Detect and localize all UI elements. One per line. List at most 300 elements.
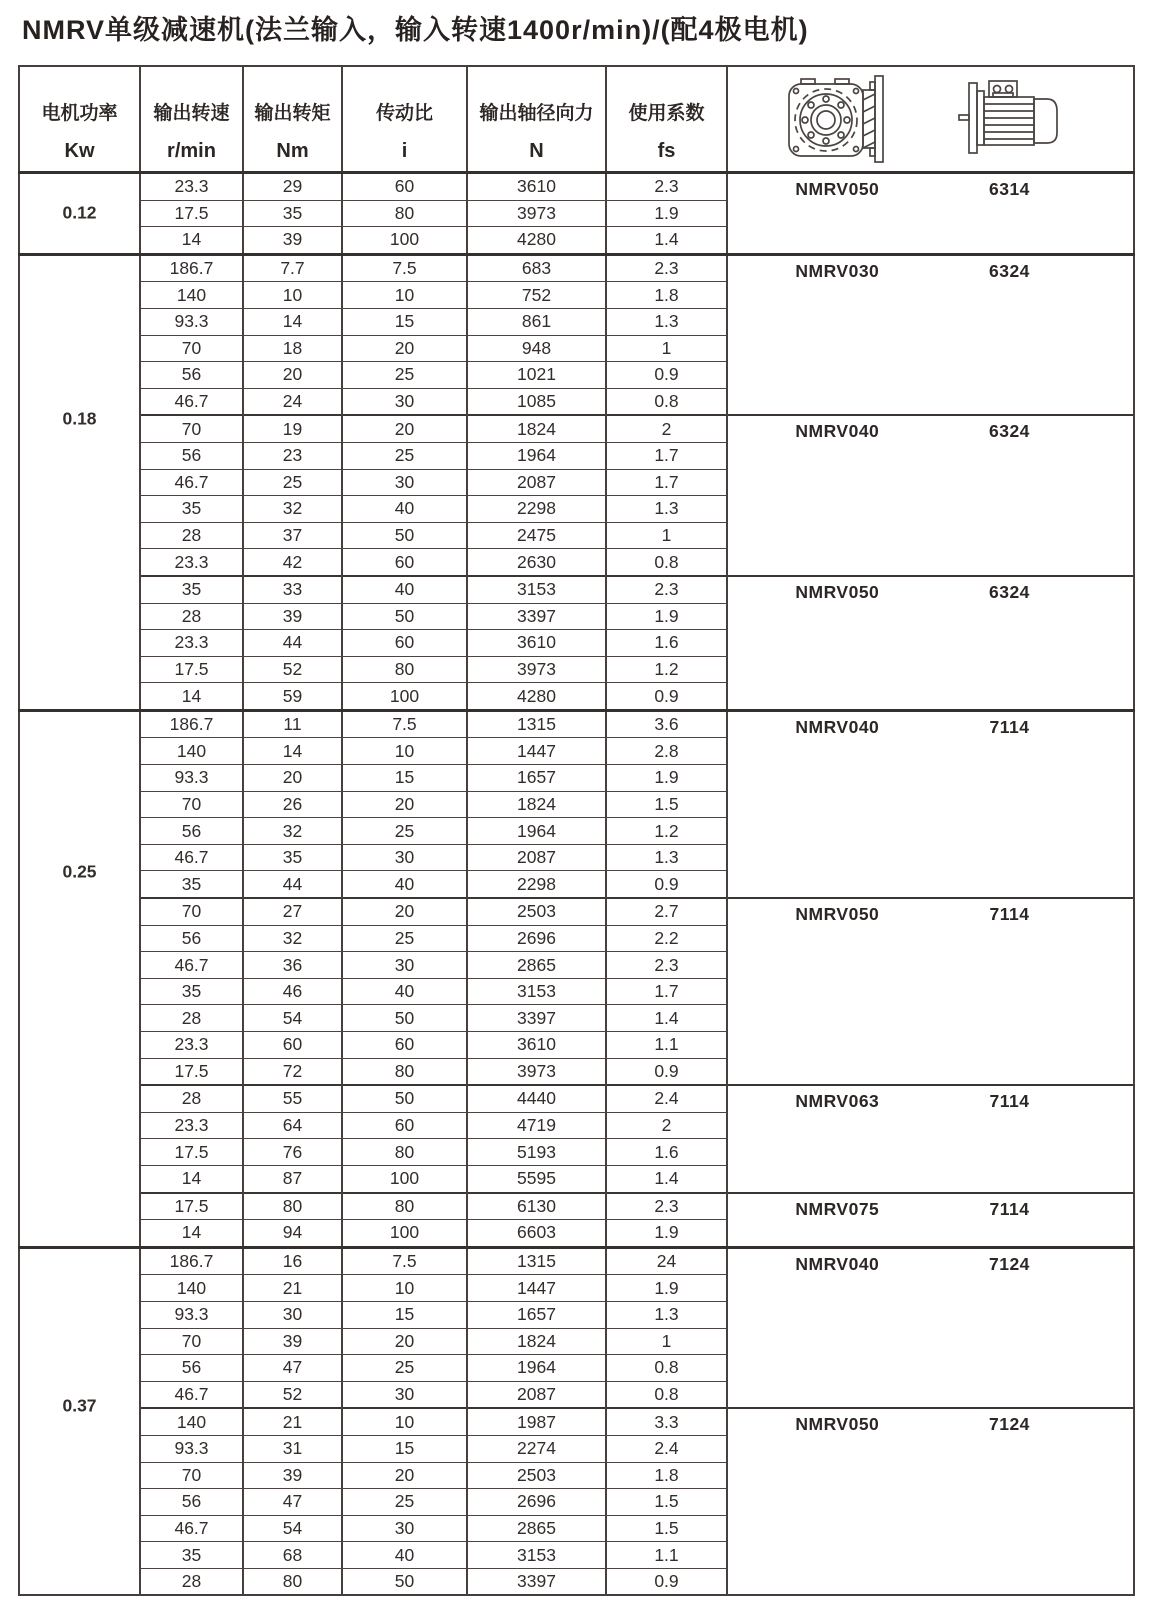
- ratio-cell: 20: [342, 335, 467, 362]
- col-header-speed: [140, 66, 243, 173]
- fs-cell: 1.4: [606, 1005, 727, 1032]
- speed-cell: 35: [140, 978, 243, 1005]
- fs-cell: 1.5: [606, 1515, 727, 1542]
- speed-cell: 23.3: [140, 173, 243, 201]
- ratio-cell: 20: [342, 1462, 467, 1489]
- model-cell: [727, 254, 1134, 415]
- speed-cell: 93.3: [140, 1435, 243, 1462]
- force-cell: 1987: [467, 1408, 606, 1435]
- speed-cell: 46.7: [140, 952, 243, 979]
- fs-cell: 2.3: [606, 1193, 727, 1220]
- speed-cell: 70: [140, 335, 243, 362]
- col-header-ratio: [342, 66, 467, 173]
- motor-code: 7114: [989, 716, 1030, 737]
- ratio-cell: 60: [342, 1112, 467, 1139]
- fs-cell: 2.8: [606, 738, 727, 765]
- force-cell: 2503: [467, 898, 606, 925]
- ratio-cell: 25: [342, 442, 467, 469]
- table-row: [19, 1247, 1134, 1275]
- speed-cell: 28: [140, 1005, 243, 1032]
- ratio-cell: 10: [342, 1275, 467, 1302]
- col-unit: fs: [657, 139, 676, 162]
- electric-motor-icon: [947, 67, 1073, 171]
- force-cell: 3397: [467, 1568, 606, 1595]
- gearbox-model: NMRV050: [795, 581, 880, 602]
- table-row: [19, 710, 1134, 738]
- gearbox-model: NMRV050: [795, 904, 880, 925]
- speed-cell: 56: [140, 925, 243, 952]
- gearbox-model: NMRV075: [795, 1198, 880, 1219]
- speed-cell: 28: [140, 522, 243, 549]
- force-cell: 1447: [467, 1275, 606, 1302]
- speed-cell: 70: [140, 1328, 243, 1355]
- ratio-cell: 50: [342, 1568, 467, 1595]
- force-cell: 2865: [467, 952, 606, 979]
- torque-cell: 44: [243, 871, 342, 898]
- torque-cell: 59: [243, 683, 342, 711]
- speed-cell: 23.3: [140, 549, 243, 576]
- speed-cell: 17.5: [140, 200, 243, 227]
- motor-code: 7114: [989, 1091, 1030, 1112]
- col-header-torque: [243, 66, 342, 173]
- fs-cell: 1.9: [606, 765, 727, 792]
- ratio-cell: 10: [342, 282, 467, 309]
- fs-cell: 1.6: [606, 630, 727, 657]
- fs-cell: 1: [606, 1328, 727, 1355]
- fs-cell: 1.7: [606, 442, 727, 469]
- col-label: 传动比: [375, 102, 433, 124]
- torque-cell: 52: [243, 1381, 342, 1408]
- table-row: [19, 415, 1134, 442]
- force-cell: 3973: [467, 200, 606, 227]
- force-cell: 3973: [467, 656, 606, 683]
- force-cell: 1824: [467, 415, 606, 442]
- ratio-cell: 100: [342, 227, 467, 255]
- torque-cell: 47: [243, 1489, 342, 1516]
- torque-cell: 33: [243, 576, 342, 603]
- ratio-cell: 50: [342, 1085, 467, 1112]
- force-cell: 948: [467, 335, 606, 362]
- speed-cell: 17.5: [140, 1058, 243, 1085]
- col-header-force: [467, 66, 606, 173]
- force-cell: 683: [467, 254, 606, 282]
- force-cell: 861: [467, 308, 606, 335]
- model-cell: [727, 1247, 1134, 1408]
- col-unit: Kw: [64, 139, 95, 162]
- fs-cell: 2.4: [606, 1435, 727, 1462]
- speed-cell: 17.5: [140, 656, 243, 683]
- force-cell: 2696: [467, 925, 606, 952]
- col-unit: i: [401, 139, 408, 162]
- fs-cell: 0.9: [606, 1058, 727, 1085]
- torque-cell: 32: [243, 925, 342, 952]
- speed-cell: 46.7: [140, 844, 243, 871]
- fs-cell: 0.8: [606, 388, 727, 415]
- ratio-cell: 30: [342, 388, 467, 415]
- ratio-cell: 20: [342, 415, 467, 442]
- page-title: NMRV单级减速机(法兰输入，输入转速1400r/min)/(配4极电机): [22, 15, 809, 45]
- force-cell: 1657: [467, 765, 606, 792]
- force-cell: 2298: [467, 871, 606, 898]
- col-label: 输出轴径向力: [479, 102, 594, 124]
- header-row: [19, 66, 1134, 173]
- torque-cell: 21: [243, 1408, 342, 1435]
- fs-cell: 1.2: [606, 818, 727, 845]
- torque-cell: 60: [243, 1032, 342, 1059]
- fs-cell: 1.5: [606, 791, 727, 818]
- torque-cell: 23: [243, 442, 342, 469]
- col-label: 使用系数: [628, 102, 705, 124]
- force-cell: 1657: [467, 1301, 606, 1328]
- fs-cell: 1.8: [606, 282, 727, 309]
- fs-cell: 2.3: [606, 952, 727, 979]
- ratio-cell: 50: [342, 1005, 467, 1032]
- ratio-cell: 60: [342, 549, 467, 576]
- speed-cell: 56: [140, 1355, 243, 1382]
- torque-cell: 14: [243, 308, 342, 335]
- force-cell: 2696: [467, 1489, 606, 1516]
- gearbox-model: NMRV050: [795, 1414, 880, 1435]
- gearbox-model: NMRV040: [795, 421, 880, 442]
- fs-cell: 0.8: [606, 549, 727, 576]
- force-cell: 2503: [467, 1462, 606, 1489]
- ratio-cell: 7.5: [342, 1247, 467, 1275]
- ratio-cell: 100: [342, 1220, 467, 1248]
- torque-cell: 39: [243, 1462, 342, 1489]
- fs-cell: 2.7: [606, 898, 727, 925]
- force-cell: 4280: [467, 683, 606, 711]
- speed-cell: 140: [140, 282, 243, 309]
- ratio-cell: 25: [342, 362, 467, 389]
- fs-cell: 0.9: [606, 683, 727, 711]
- speed-cell: 93.3: [140, 1301, 243, 1328]
- force-cell: 3610: [467, 630, 606, 657]
- torque-cell: 52: [243, 656, 342, 683]
- torque-cell: 10: [243, 282, 342, 309]
- torque-cell: 39: [243, 1328, 342, 1355]
- torque-cell: 35: [243, 844, 342, 871]
- table-row: [19, 1408, 1134, 1435]
- ratio-cell: 15: [342, 308, 467, 335]
- ratio-cell: 20: [342, 1328, 467, 1355]
- torque-cell: 14: [243, 738, 342, 765]
- torque-cell: 46: [243, 978, 342, 1005]
- torque-cell: 24: [243, 388, 342, 415]
- speed-cell: 35: [140, 871, 243, 898]
- ratio-cell: 40: [342, 978, 467, 1005]
- fs-cell: 1.6: [606, 1139, 727, 1166]
- ratio-cell: 40: [342, 496, 467, 523]
- fs-cell: 1.7: [606, 978, 727, 1005]
- torque-cell: 32: [243, 496, 342, 523]
- col-label: 输出转矩: [254, 102, 331, 124]
- torque-cell: 80: [243, 1568, 342, 1595]
- fs-cell: 1: [606, 522, 727, 549]
- speed-cell: 28: [140, 603, 243, 630]
- fs-cell: 1.1: [606, 1032, 727, 1059]
- fs-cell: 1.8: [606, 1462, 727, 1489]
- force-cell: 1447: [467, 738, 606, 765]
- torque-cell: 30: [243, 1301, 342, 1328]
- force-cell: 4719: [467, 1112, 606, 1139]
- torque-cell: 44: [243, 630, 342, 657]
- ratio-cell: 10: [342, 1408, 467, 1435]
- speed-cell: 186.7: [140, 1247, 243, 1275]
- torque-cell: 72: [243, 1058, 342, 1085]
- speed-cell: 28: [140, 1568, 243, 1595]
- speed-cell: 17.5: [140, 1139, 243, 1166]
- speed-cell: 56: [140, 1489, 243, 1516]
- force-cell: 2274: [467, 1435, 606, 1462]
- torque-cell: 68: [243, 1542, 342, 1569]
- gearbox-model: NMRV050: [795, 179, 880, 199]
- ratio-cell: 15: [342, 1435, 467, 1462]
- motor-code: 7124: [988, 1253, 1030, 1274]
- speed-cell: 23.3: [140, 1032, 243, 1059]
- power-cell: [19, 1247, 140, 1595]
- fs-cell: 1.3: [606, 308, 727, 335]
- torque-cell: 36: [243, 952, 342, 979]
- force-cell: 1964: [467, 442, 606, 469]
- fs-cell: 1: [606, 335, 727, 362]
- force-cell: 6603: [467, 1220, 606, 1248]
- speed-cell: 140: [140, 738, 243, 765]
- force-cell: 1315: [467, 710, 606, 738]
- torque-cell: 27: [243, 898, 342, 925]
- force-cell: 3397: [467, 1005, 606, 1032]
- ratio-cell: 30: [342, 1515, 467, 1542]
- col-label: 电机功率: [41, 102, 118, 124]
- fs-cell: 2.2: [606, 925, 727, 952]
- force-cell: 1964: [467, 1355, 606, 1382]
- fs-cell: 1.3: [606, 496, 727, 523]
- torque-cell: 42: [243, 549, 342, 576]
- power-cell: [19, 173, 140, 255]
- speed-cell: 70: [140, 898, 243, 925]
- speed-cell: 56: [140, 818, 243, 845]
- table-row: [19, 1085, 1134, 1112]
- motor-code: 7114: [989, 904, 1030, 925]
- force-cell: 3153: [467, 1542, 606, 1569]
- speed-cell: 46.7: [140, 388, 243, 415]
- model-cell: [727, 710, 1134, 898]
- ratio-cell: 80: [342, 1058, 467, 1085]
- ratio-cell: 25: [342, 1355, 467, 1382]
- force-cell: 5193: [467, 1139, 606, 1166]
- ratio-cell: 100: [342, 683, 467, 711]
- gearbox-model: NMRV063: [795, 1091, 880, 1112]
- force-cell: 3153: [467, 576, 606, 603]
- torque-cell: 87: [243, 1165, 342, 1192]
- model-cell: [727, 173, 1134, 255]
- worm-gearbox-icon: [728, 67, 947, 171]
- torque-cell: 19: [243, 415, 342, 442]
- force-cell: 2087: [467, 469, 606, 496]
- force-cell: 6130: [467, 1193, 606, 1220]
- torque-cell: 25: [243, 469, 342, 496]
- torque-cell: 54: [243, 1005, 342, 1032]
- force-cell: 2298: [467, 496, 606, 523]
- ratio-cell: 30: [342, 952, 467, 979]
- model-cell: [727, 1408, 1134, 1595]
- force-cell: 752: [467, 282, 606, 309]
- motor-code: 6324: [988, 421, 1030, 442]
- torque-cell: 26: [243, 791, 342, 818]
- model-cell: [727, 1193, 1134, 1248]
- model-cell: [727, 415, 1134, 576]
- fs-cell: 2: [606, 1112, 727, 1139]
- gearbox-model: NMRV040: [795, 716, 880, 737]
- power-cell: [19, 710, 140, 1247]
- fs-cell: 1.9: [606, 200, 727, 227]
- speed-cell: 35: [140, 576, 243, 603]
- fs-cell: 1.4: [606, 227, 727, 255]
- force-cell: 3610: [467, 173, 606, 201]
- power-value: 0.18: [62, 408, 97, 429]
- speed-cell: 186.7: [140, 710, 243, 738]
- force-cell: 1964: [467, 818, 606, 845]
- speed-cell: 140: [140, 1408, 243, 1435]
- torque-cell: 7.7: [243, 254, 342, 282]
- force-cell: 3153: [467, 978, 606, 1005]
- ratio-cell: 80: [342, 656, 467, 683]
- gearbox-model: NMRV040: [795, 1253, 880, 1274]
- fs-cell: 0.9: [606, 362, 727, 389]
- col-unit: N: [529, 139, 544, 162]
- torque-cell: 35: [243, 200, 342, 227]
- force-cell: 1021: [467, 362, 606, 389]
- speed-cell: 28: [140, 1085, 243, 1112]
- torque-cell: 32: [243, 818, 342, 845]
- torque-cell: 94: [243, 1220, 342, 1248]
- fs-cell: 1.3: [606, 844, 727, 871]
- torque-cell: 31: [243, 1435, 342, 1462]
- fs-cell: 2.4: [606, 1085, 727, 1112]
- ratio-cell: 30: [342, 469, 467, 496]
- fs-cell: 2.3: [606, 576, 727, 603]
- table-row: [19, 254, 1134, 282]
- fs-cell: 1.9: [606, 603, 727, 630]
- motor-code: 6314: [988, 179, 1030, 199]
- fs-cell: 1.9: [606, 1275, 727, 1302]
- ratio-cell: 25: [342, 1489, 467, 1516]
- fs-cell: 24: [606, 1247, 727, 1275]
- motor-code: 6324: [988, 581, 1030, 602]
- ratio-cell: 60: [342, 173, 467, 201]
- torque-cell: 37: [243, 522, 342, 549]
- ratio-cell: 40: [342, 1542, 467, 1569]
- force-cell: 2087: [467, 844, 606, 871]
- speed-cell: 46.7: [140, 1381, 243, 1408]
- power-value: 0.25: [62, 861, 97, 882]
- ratio-cell: 10: [342, 738, 467, 765]
- ratio-cell: 30: [342, 844, 467, 871]
- ratio-cell: 50: [342, 603, 467, 630]
- force-cell: 2087: [467, 1381, 606, 1408]
- speed-cell: 14: [140, 1220, 243, 1248]
- fs-cell: 1.2: [606, 656, 727, 683]
- force-cell: 1824: [467, 1328, 606, 1355]
- speed-cell: 70: [140, 1462, 243, 1489]
- force-cell: 2630: [467, 549, 606, 576]
- speed-cell: 35: [140, 1542, 243, 1569]
- torque-cell: 16: [243, 1247, 342, 1275]
- speed-cell: 186.7: [140, 254, 243, 282]
- ratio-cell: 7.5: [342, 710, 467, 738]
- fs-cell: 0.9: [606, 1568, 727, 1595]
- ratio-cell: 40: [342, 871, 467, 898]
- col-header-fs: [606, 66, 727, 173]
- torque-cell: 39: [243, 603, 342, 630]
- torque-cell: 76: [243, 1139, 342, 1166]
- fs-cell: 0.8: [606, 1381, 727, 1408]
- motor-code: 6324: [988, 260, 1030, 281]
- col-unit: r/min: [167, 139, 216, 162]
- ratio-cell: 40: [342, 576, 467, 603]
- speed-cell: 93.3: [140, 765, 243, 792]
- torque-cell: 55: [243, 1085, 342, 1112]
- torque-cell: 80: [243, 1193, 342, 1220]
- speed-cell: 14: [140, 683, 243, 711]
- ratio-cell: 60: [342, 630, 467, 657]
- force-cell: 2865: [467, 1515, 606, 1542]
- table-row: [19, 576, 1134, 603]
- gearbox-spec-table: [18, 65, 1135, 1596]
- ratio-cell: 7.5: [342, 254, 467, 282]
- ratio-cell: 60: [342, 1032, 467, 1059]
- ratio-cell: 100: [342, 1165, 467, 1192]
- speed-cell: 46.7: [140, 469, 243, 496]
- fs-cell: 1.4: [606, 1165, 727, 1192]
- speed-cell: 93.3: [140, 308, 243, 335]
- ratio-cell: 80: [342, 1193, 467, 1220]
- fs-cell: 1.7: [606, 469, 727, 496]
- ratio-cell: 25: [342, 925, 467, 952]
- speed-cell: 56: [140, 362, 243, 389]
- col-unit: Nm: [276, 139, 309, 162]
- fs-cell: 2: [606, 415, 727, 442]
- motor-code: 7124: [988, 1414, 1030, 1435]
- torque-cell: 20: [243, 362, 342, 389]
- motor-code: 7114: [989, 1198, 1030, 1219]
- ratio-cell: 30: [342, 1381, 467, 1408]
- ratio-cell: 15: [342, 765, 467, 792]
- torque-cell: 54: [243, 1515, 342, 1542]
- table-row: [19, 173, 1134, 201]
- speed-cell: 14: [140, 227, 243, 255]
- torque-cell: 20: [243, 765, 342, 792]
- speed-cell: 70: [140, 415, 243, 442]
- speed-cell: 23.3: [140, 630, 243, 657]
- speed-cell: 140: [140, 1275, 243, 1302]
- force-cell: 3973: [467, 1058, 606, 1085]
- fs-cell: 1.9: [606, 1220, 727, 1248]
- force-cell: 1315: [467, 1247, 606, 1275]
- force-cell: 5595: [467, 1165, 606, 1192]
- speed-cell: 17.5: [140, 1193, 243, 1220]
- force-cell: 3610: [467, 1032, 606, 1059]
- force-cell: 4440: [467, 1085, 606, 1112]
- ratio-cell: 50: [342, 522, 467, 549]
- model-cell: [727, 576, 1134, 710]
- ratio-cell: 20: [342, 791, 467, 818]
- torque-cell: 47: [243, 1355, 342, 1382]
- model-cell: [727, 1085, 1134, 1192]
- fs-cell: 1.5: [606, 1489, 727, 1516]
- speed-cell: 70: [140, 791, 243, 818]
- speed-cell: 46.7: [140, 1515, 243, 1542]
- ratio-cell: 80: [342, 1139, 467, 1166]
